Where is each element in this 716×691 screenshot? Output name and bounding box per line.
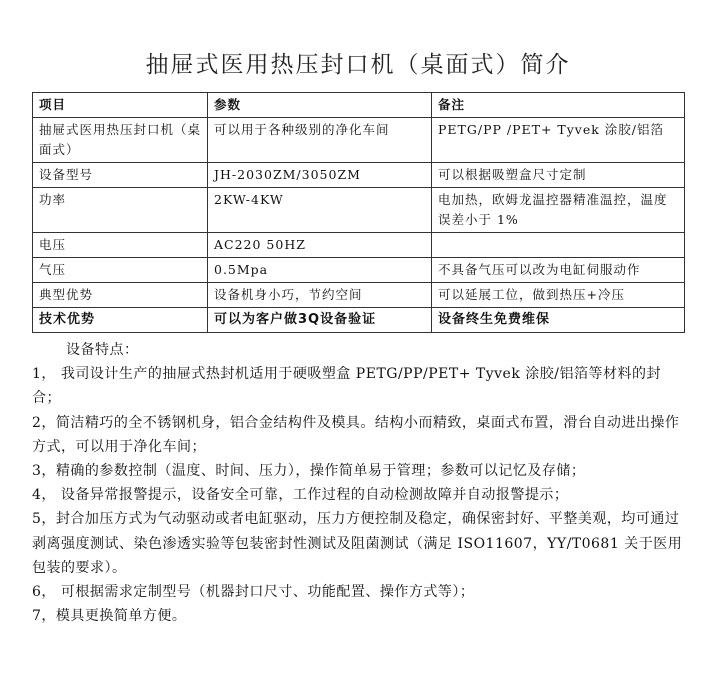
table-row	[33, 163, 685, 188]
table-row	[33, 308, 685, 333]
features-heading: 设备特点：	[66, 342, 139, 358]
table-row	[33, 258, 685, 283]
header-param: 参数	[208, 93, 432, 118]
cell-note: 不具备气压可以改为电缸伺服动作	[432, 258, 685, 283]
cell-note: 电加热，欧姆龙温控器精准温控，温度误差小于 1%	[432, 188, 685, 233]
features-section	[32, 338, 686, 628]
cell-item: 技术优势	[33, 308, 208, 333]
table-row	[33, 283, 685, 308]
cell-note: PETG/PP /PET+ Tyvek 涂胶/铝箔	[432, 118, 685, 163]
cell-param: JH-2030ZM/3050ZM	[208, 163, 432, 188]
feature-item: 3，精确的参数控制（温度、时间、压力），操作简单易于管理；参数可以记忆及存储；	[32, 463, 586, 480]
cell-item: 功率	[33, 188, 208, 233]
cell-param: 可以用于各种级别的净化车间	[208, 118, 432, 163]
feature-item: 6， 可根据需求定制型号（机器封口尺寸、功能配置、操作方式等）；	[32, 584, 475, 601]
cell-param: 2KW-4KW	[208, 188, 432, 233]
table-row	[33, 233, 685, 258]
feature-item: 4， 设备异常报警提示，设备安全可靠，工作过程的自动检测故障并自动报警提示；	[32, 487, 569, 504]
cell-param: 0.5Mpa	[208, 258, 432, 283]
cell-param: 可以为客户做3Q设备验证	[208, 308, 432, 333]
cell-item: 典型优势	[33, 283, 208, 308]
cell-item: 抽屉式医用热压封口机（桌面式）	[33, 118, 208, 163]
cell-note: 设备终生免费维保	[432, 308, 685, 333]
page-title: 抽屉式医用热压封口机（桌面式）简介	[145, 52, 571, 78]
cell-item: 气压	[33, 258, 208, 283]
cell-param: 设备机身小巧，节约空间	[208, 283, 432, 308]
cell-item: 设备型号	[33, 163, 208, 188]
header-note: 备注	[432, 93, 685, 118]
table-row	[33, 118, 685, 163]
cell-note: 可以延展工位，做到热压+冷压	[432, 283, 685, 308]
cell-item: 电压	[33, 233, 208, 258]
feature-item: 2，简洁精巧的全不锈钢机身，铝合金结构件及模具。结构小而精致，桌面式布置，滑台自动进出操作方式，可以用于净化车间；	[32, 414, 680, 455]
feature-item: 1， 我司设计生产的抽屉式热封机适用于硬吸塑盒 PETG/PP/PET+ Tyvek 涂胶/铝箔等材料的封合；	[32, 366, 661, 407]
cell-note	[432, 233, 685, 258]
feature-item: 5，封合加压方式为气动驱动或者电缸驱动，压力方便控制及稳定，确保密封好、平整美观，均可通过剥离强度测试、染色渗透实验等包装密封性测试及阻菌测试（满足 ISO11607，YY/T0681 关于医用包装的要求）。	[32, 511, 683, 576]
table-header-row	[33, 93, 685, 118]
cell-param: AC220 50HZ	[208, 233, 432, 258]
feature-item: 7，模具更换简单方便。	[32, 608, 187, 625]
spec-table	[32, 92, 685, 333]
header-item: 项目	[33, 93, 208, 118]
table-row	[33, 188, 685, 233]
cell-note: 可以根据吸塑盒尺寸定制	[432, 163, 685, 188]
